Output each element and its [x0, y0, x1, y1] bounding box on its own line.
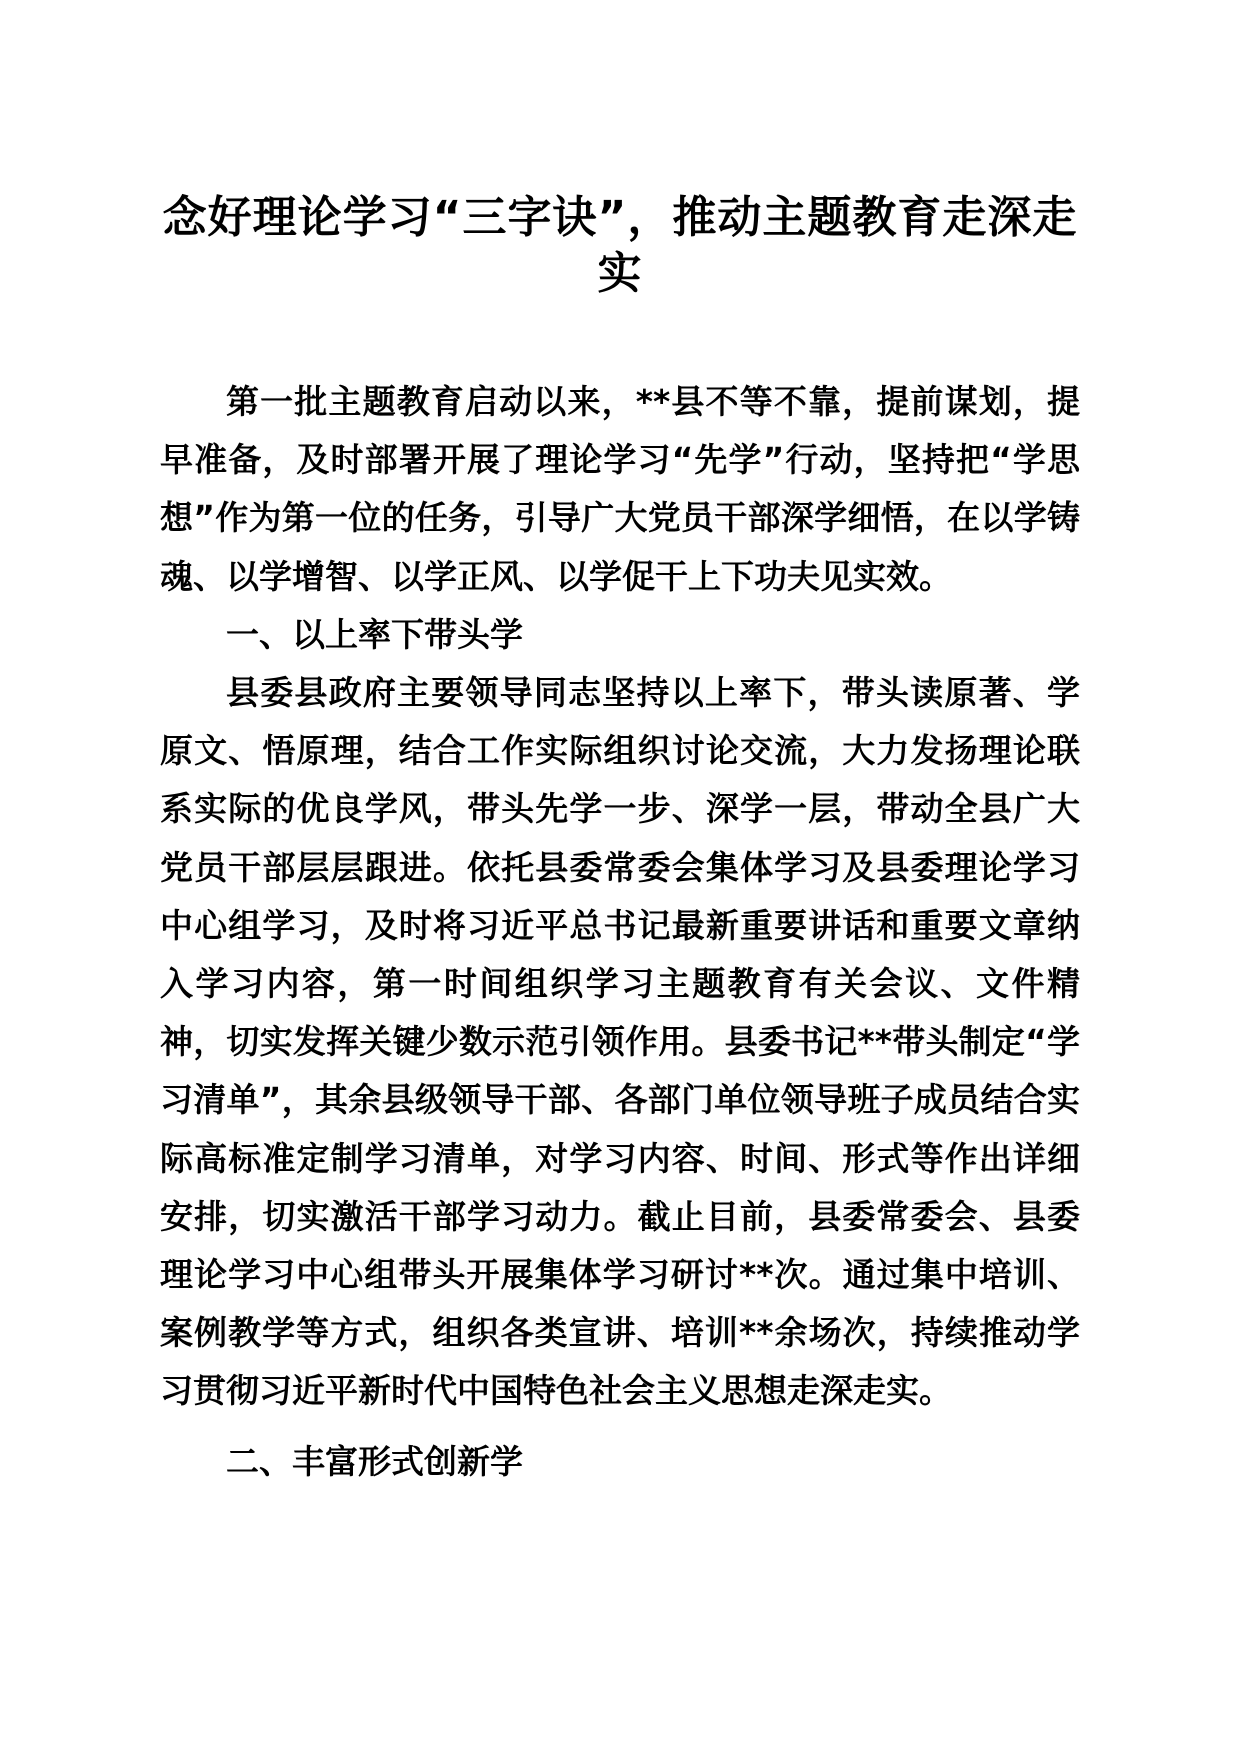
document-body	[160, 373, 1080, 1491]
document-title: 念好理论学习“三字诀”，推动主题教育走深走实	[162, 192, 1078, 299]
section-1-paragraph: 县委县政府主要领导同志坚持以上率下，带头读原著、学原文、悟原理，结合工作实际组织讨论交流，大力发扬理论联系实际的优良学风，带头先学一步、深学一层，带动全县广大党员干部层层跟进。依托县委常委会集体学习及县委理论学习中心组学习，及时将习近平总书记最新重要讲话和重要文章纳入学习内容，第一时间组织学习主题教育有关会议、文件精神，切实发挥关键少数示范引领作用。县委书记**带头制定“学习清单”，其余县级领导干部、各部门单位领导班子成员结合实际高标准定制学习清单，对学习内容、时间、形式等作出详细安排，切实激活干部学习动力。截止目前，县委常委会、县委理论学习中心组带头开展集体学习研讨**次。通过集中培训、案例教学等方式，组织各类宣讲、培训**余场次，持续推动学习贯彻习近平新时代中国特色社会主义思想走深走实。	[160, 673, 1081, 1411]
section-heading-1: 一、以上率下带头学	[226, 614, 523, 654]
section-heading-2: 二、丰富形式创新学	[226, 1441, 523, 1481]
intro-paragraph: 第一批主题教育启动以来，**县不等不靠，提前谋划，提早准备，及时部署开展了理论学习“先学”行动，坚持把“学思想”作为第一位的任务，引导广大党员干部深学细悟，在以学铸魂、以学增智、以学正风、以学促干上下功夫见实效。	[160, 382, 1080, 596]
